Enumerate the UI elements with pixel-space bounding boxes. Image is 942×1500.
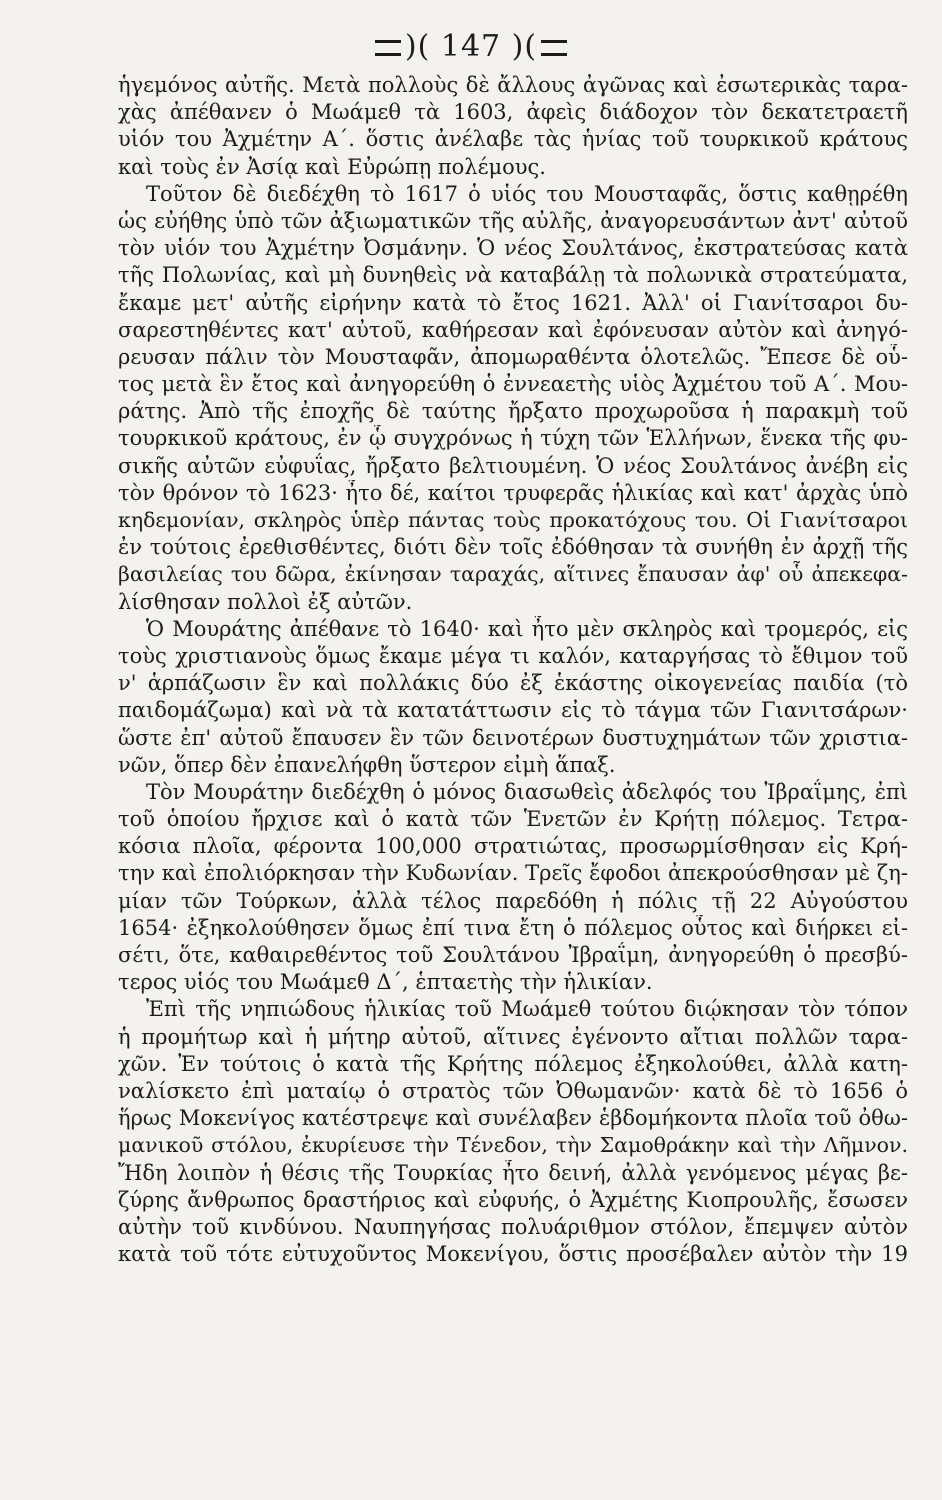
text-line: τοὺς χριστιανοὺς ὅμως ἔκαμε μέγα τι καλόν, καταργήσας τὸ ἔθιμον τοῦ [118,643,908,668]
text-line: τουρκικοῦ κράτους, ἐν ᾧ συγχρόνως ἡ τύχη τῶν Ἑλλήνων, ἕνεκα τῆς φυ- [118,426,908,451]
text-line: παιδομάζωμα) καὶ νὰ τὰ κατατάττωσιν εἰς τὸ τάγμα τῶν Γιανιτσάρων· [118,698,908,723]
text-line: ἥρως Μοκενίγος κατέστρεψε καὶ συνέλαβεν ἑβδομήκοντα πλοῖα τοῦ ὀθω- [118,1106,908,1131]
body-text [118,72,908,1268]
text-line: τῆς Πολωνίας, καὶ μὴ δυνηθεὶς νὰ καταβάλῃ τὰ πολωνικὰ στρατεύματα, [118,263,908,288]
left-ornament-icon [375,40,401,56]
page-header: )( 147 )( [0,30,942,64]
page-number: 147 [440,29,502,64]
text-line: μίαν τῶν Τούρκων, ἀλλὰ τέλος παρεδόθη ἡ πόλις τῇ 22 Αὐγούστου [118,888,908,913]
text-line: καὶ τοὺς ἐν Ἀσίᾳ καὶ Εὐρώπῃ πολέμους. [118,154,546,179]
text-line: ναλίσκετο ἐπὶ ματαίῳ ὁ στρατὸς τῶν Ὀθωμανῶν· κατὰ δὲ τὸ 1656 ὁ [118,1078,908,1103]
text-line: τὸν θρόνον τὸ 1623· ἦτο δέ, καίτοι τρυφερᾶς ἡλικίας καὶ κατ' ἀρχὰς ὑπὸ [118,480,908,505]
text-line: την καὶ ἐπολιόρκησαν τὴν Κυδωνίαν. Τρεῖς ἔφοδοι ἀπεκρούσθησαν μὲ ζη- [118,861,908,886]
text-line: Τοῦτον δὲ διεδέχθη τὸ 1617 ὁ υἱός του Μουσταφᾶς, ὅστις καθῃρέθη [146,181,908,206]
text-line: σικῆς αὐτῶν εὐφυΐας, ἤρξατο βελτιουμένη. Ὁ νέος Σουλτάνος ἀνέβη εἰς [118,453,908,478]
text-line: τερος υἱός του Μωάμεθ Δ΄, ἑπταετὴς τὴν ἡλικίαν. [118,970,653,995]
text-line: υἱόν του Ἀχμέτην Α΄. ὅστις ἀνέλαβε τὰς ἡνίας τοῦ τουρκικοῦ κράτους [118,127,908,152]
right-ornament-icon [541,40,567,56]
text-line: αὐτὴν τοῦ κινδύνου. Ναυπηγήσας πολυάριθμον στόλον, ἔπεμψεν αὐτὸν [118,1214,908,1239]
text-line: βασιλείας του δῶρα, ἐκίνησαν ταραχάς, αἵτινες ἔπαυσαν ἀφ' οὗ ἀπεκεφα- [118,562,908,587]
text-line: σαρεστηθέντες κατ' αὐτοῦ, καθήρεσαν καὶ ἐφόνευσαν αὐτὸν καὶ ἀνηγό- [118,317,908,342]
text-line: 1654· ἐξηκολούθησεν ὅμως ἐπί τινα ἔτη ὁ πόλεμος οὗτος καὶ διήρκει εἰ- [118,915,908,940]
text-line: ν' ἁρπάζωσιν ἓν καὶ πολλάκις δύο ἐξ ἑκάστης οἰκογενείας παιδία (τὸ [118,671,908,696]
text-line: ρευσαν πάλιν τὸν Μουσταφᾶν, ἀπομωραθέντα ὁλοτελῶς. Ἔπεσε δὲ οὗ- [118,344,908,369]
text-line: σέτι, ὅτε, καθαιρεθέντος τοῦ Σουλτάνου Ἰβραΐμη, ἀνηγορεύθη ὁ πρεσβύ- [118,943,908,967]
text-line: νῶν, ὅπερ δὲν ἐπανελήφθη ὕστερον εἰμὴ ἅπαξ. [118,752,616,777]
text-line: Ἤδη λοιπὸν ἡ θέσις τῆς Τουρκίας ἦτο δεινή, ἀλλὰ γενόμενος μέγας βε- [118,1160,908,1185]
text-line: ράτης. Ἀπὸ τῆς ἐποχῆς δὲ ταύτης ἤρξατο προχωροῦσα ἡ παρακμὴ τοῦ [118,399,908,424]
text-line: ζύρης ἄνθρωπος δραστήριος καὶ εὐφυής, ὁ Ἀχμέτης Κιοπρουλῆς, ἔσωσεν [118,1187,908,1212]
text-line: τοῦ ὁποίου ἤρχισε καὶ ὁ κατὰ τῶν Ἑνετῶν ἐν Κρήτῃ πόλεμος. Τετρα- [118,807,908,832]
text-line: κατὰ τοῦ τότε εὐτυχοῦντος Μοκενίγου, ὅστις προσέβαλεν αὐτὸν τὴν 19 [118,1242,908,1267]
text-line: χῶν. Ἐν τούτοις ὁ κατὰ τῆς Κρήτης πόλεμος ἐξηκολούθει, ἀλλὰ κατη- [118,1051,908,1076]
text-line: ἔκαμε μετ' αὐτῆς εἰρήνην κατὰ τὸ ἔτος 1621. Ἀλλ' οἱ Γιανίτσαροι δυ- [118,290,908,315]
text-line: ἡ προμήτωρ καὶ ἡ μήτηρ αὐτοῦ, αἵτινες ἐγένοντο αἴτιαι πολλῶν ταρα- [118,1024,908,1049]
text-line: μανικοῦ στόλου, ἐκυρίευσε τὴν Τένεδον, τὴν Σαμοθράκην καὶ τὴν Λῆμνον. [118,1133,908,1158]
text-line: χὰς ἀπέθανεν ὁ Μωάμεθ τὰ 1603, ἀφεὶς διάδοχον τὸν δεκατετραετῆ [118,100,908,125]
text-line: ἡγεμόνος αὐτῆς. Μετὰ πολλοὺς δὲ ἄλλους ἀγῶνας καὶ ἐσωτερικὰς ταρα- [118,73,908,97]
text-line: ἐν τούτοις ἐρεθισθέντες, διότι δὲν τοῖς ἐδόθησαν τὰ συνήθη ἐν ἀρχῇ τῆς [118,535,908,560]
text-line: Τὸν Μουράτην διεδέχθη ὁ μόνος διασωθεὶς ἀδελφός του Ἰβραΐμης, ἐπὶ [146,779,908,804]
text-line: τος μετὰ ἓν ἔτος καὶ ἀνηγορεύθη ὁ ἐννεαετὴς υἱὸς Ἀχμέτου τοῦ Α΄. Μου- [118,372,908,397]
text-line: κηδεμονίαν, σκληρὸς ὑπὲρ πάντας τοὺς προκατόχους του. Οἱ Γιανίτσαροι [118,508,908,532]
text-line: τὸν υἱόν του Ἀχμέτην Ὀσμάνην. Ὁ νέος Σουλτάνος, ἐκστρατεύσας κατὰ [118,236,908,261]
text-line: Ὁ Μουράτης ἀπέθανε τὸ 1640· καὶ ἦτο μὲν σκληρὸς καὶ τρομερός, εἰς [146,616,908,641]
text-line: ὡς εὐήθης ὑπὸ τῶν ἀξιωματικῶν τῆς αὐλῆς, ἀναγορευσάντων ἀντ' αὐτοῦ [118,208,908,233]
text-line: λίσθησαν πολλοὶ ἐξ αὐτῶν. [118,589,413,614]
text-line: Ἐπὶ τῆς νηπιώδους ἡλικίας τοῦ Μωάμεθ τούτου διῴκησαν τὸν τόπον [146,997,908,1022]
text-line: κόσια πλοῖα, φέροντα 100,000 στρατιώτας, προσωρμίσθησαν εἰς Κρή- [118,834,908,859]
text-line: ὥστε ἐπ' αὐτοῦ ἔπαυσεν ἓν τῶν δεινοτέρων δυστυχημάτων τῶν χριστια- [118,725,908,750]
